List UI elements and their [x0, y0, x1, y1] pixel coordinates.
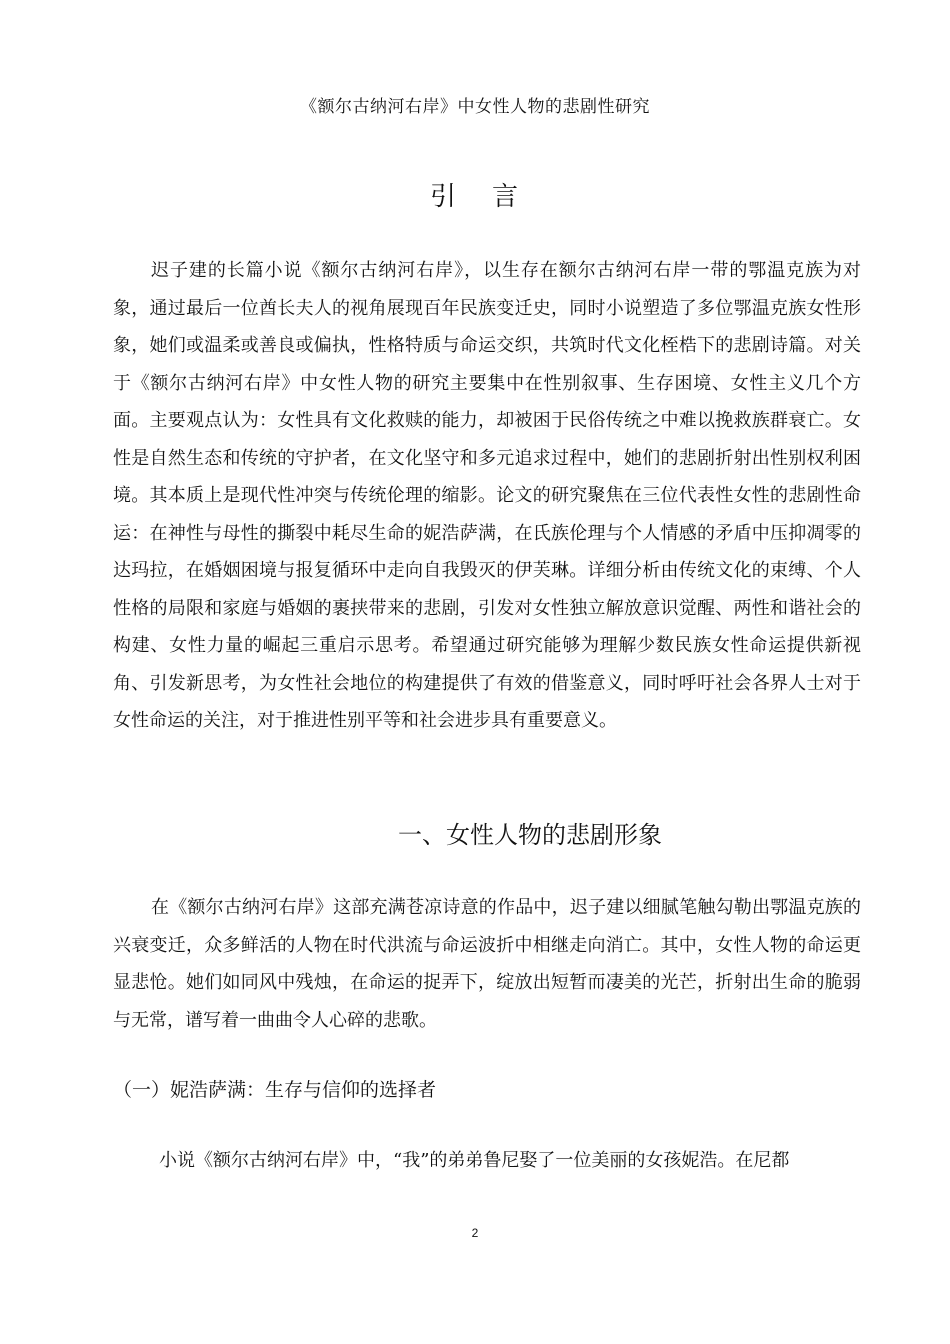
- introduction-paragraph: 迟子建的长篇小说《额尔古纳河右岸》，以生存在额尔古纳河右岸一带的鄂温克族为对象，通过最后一位酋长夫人的视角展现百年民族变迁史，同时小说塑造了多位鄂温克族女性形象，她们或温柔或善良或偏执，性格特质与命运交织，共筑时代文化桎梏下的悲剧诗篇。对关于《额尔古纳河右岸》中女性人物的研究主要集中在性别叙事、生存困境、女性主义几个方面。主要观点认为：女性具有文化救赎的能力，却被困于民俗传统之中难以挽救族群衰亡。女性是自然生态和传统的守护者，在文化坚守和多元追求过程中，她们的悲剧折射出性别权利困境。其本质上是现代性冲突与传统伦理的缩影。论文的研究聚焦在三位代表性女性的悲剧性命运：在神性与母性的撕裂中耗尽生命的妮浩萨满，在氏族伦理与个人情感的矛盾中压抑凋零的达玛拉，在婚姻困境与报复循环中走向自我毁灭的伊芙琳。详细分析由传统文化的束缚、个人性格的局限和家庭与婚姻的裹挟带来的悲剧，引发对女性独立解放意识觉醒、两性和谐社会的构建、女性力量的崛起三重启示思考。希望通过研究能够为理解少数民族女性命运提供新视角、引发新思考，为女性社会地位的构建提供了有效的借鉴意义，同时呼吁社会各界人士对于女性命运的关注，对于推进性别平等和社会进步具有重要意义。: [113, 260, 861, 731]
- subsection-paragraph: 小说《额尔古纳河右岸》中，“我”的弟弟鲁尼娶了一位美丽的女孩妮浩。在尼都: [159, 1150, 790, 1171]
- running-header: 《额尔古纳河右岸》中女性人物的悲剧性研究: [300, 97, 650, 117]
- subsection-heading: （一）妮浩萨满：生存与信仰的选择者: [113, 1079, 437, 1101]
- introduction-title: [0, 176, 950, 213]
- chapter-paragraph: 在《额尔古纳河右岸》这部充满苍凉诗意的作品中，迟子建以细腻笔触勾勒出鄂温克族的兴衰变迁，众多鲜活的人物在时代洪流与命运波折中相继走向消亡。其中，女性人物的命运更显悲怆。她们如同风中残烛，在命运的捉弄下，绽放出短暂而凄美的光芒，折射出生命的脆弱与无常，谱写着一曲曲令人心碎的悲歌。: [113, 897, 861, 1031]
- page-number: 2: [471, 1226, 479, 1240]
- chapter-heading: 一、女性人物的悲剧形象: [398, 821, 662, 849]
- introduction-title-char-2: 言: [492, 182, 521, 212]
- introduction-title-char-1: 引: [429, 182, 458, 212]
